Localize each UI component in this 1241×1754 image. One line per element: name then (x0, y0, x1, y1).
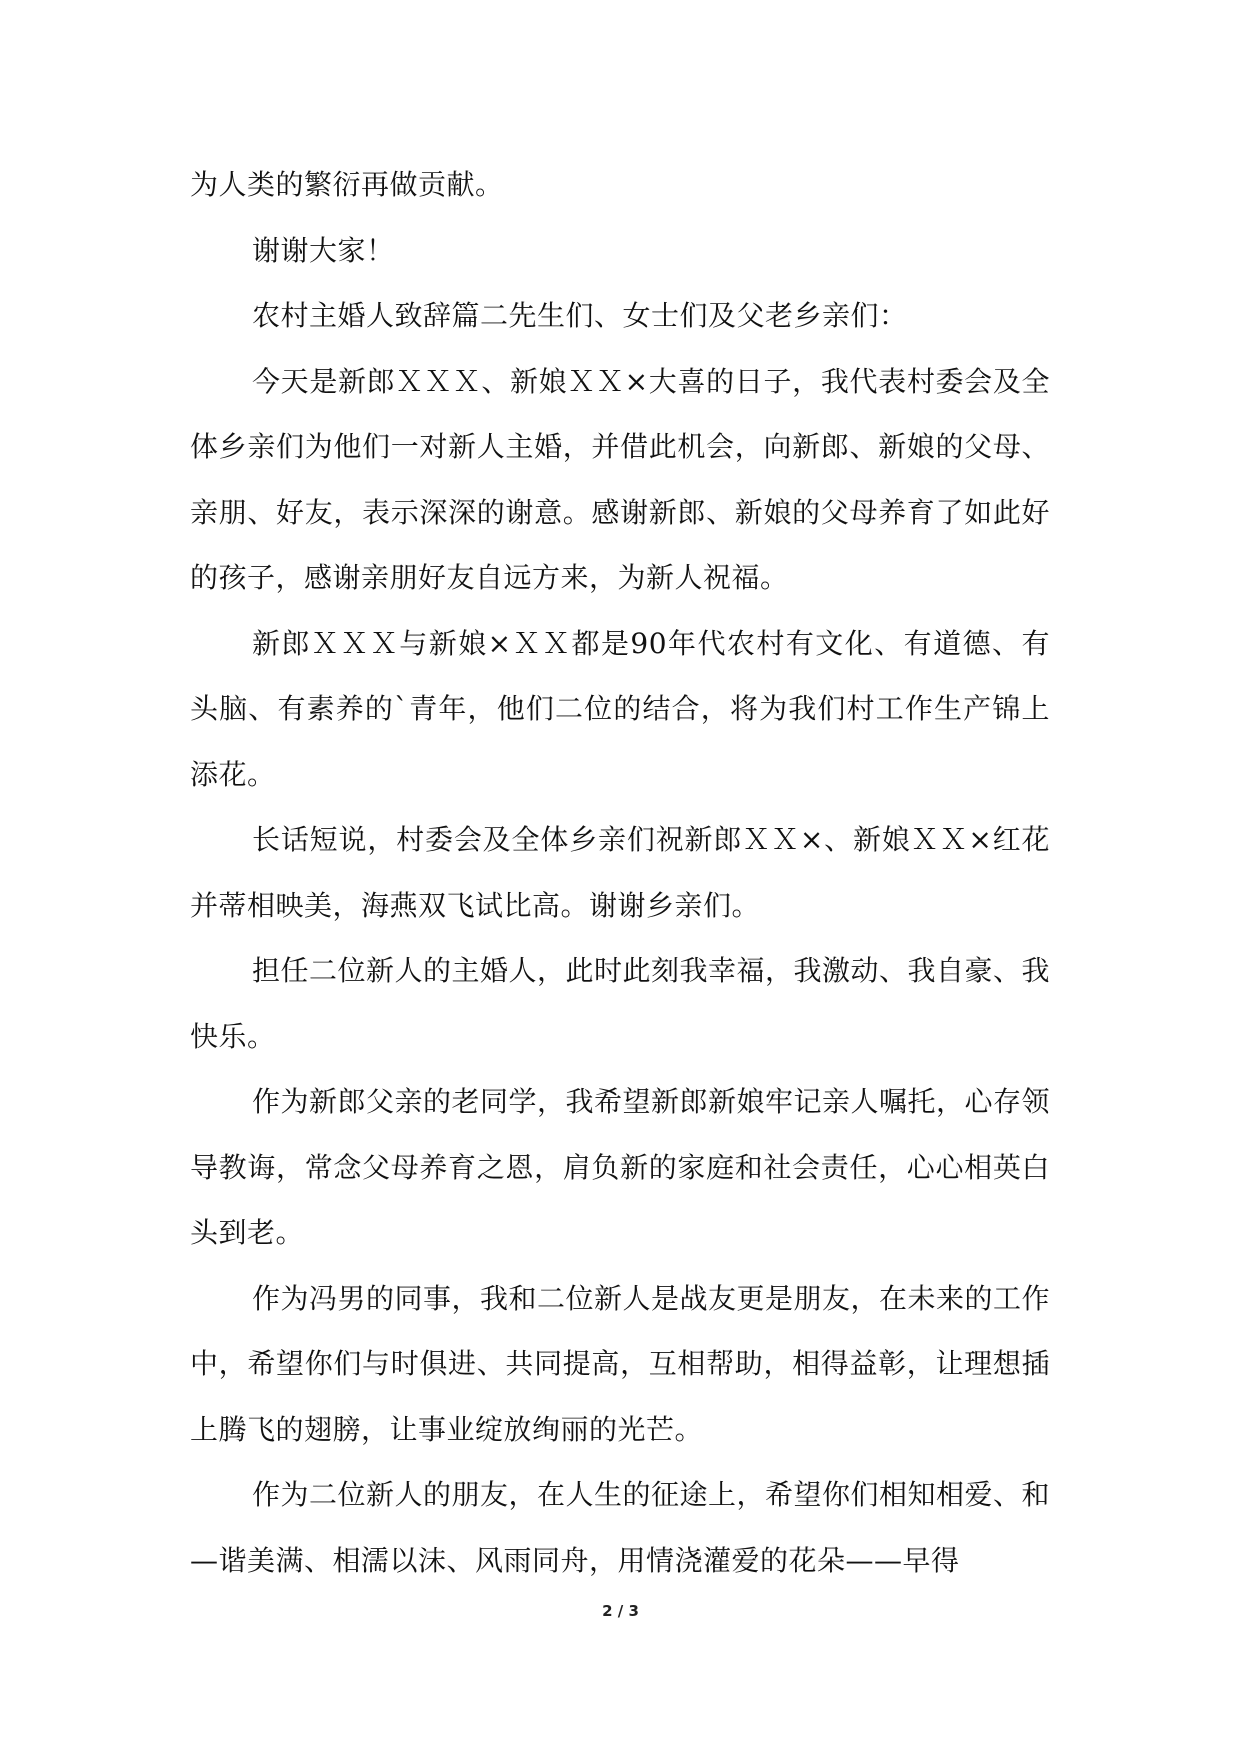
paragraph-as-colleague: 作为冯男的同事，我和二位新人是战友更是朋友，在未来的工作中，希望你们与时俱进、共同提高，互相帮助，相得益彰，让理想插上腾飞的翅膀，让事业绽放绚丽的光芒。 (190, 1281, 1051, 1446)
paragraph-as-friend: 作为二位新人的朋友，在人生的征途上，希望你们相知相爱、和—谐美满、相濡以沫、风雨同舟，用情浇灌爱的花朵——早得 (190, 1478, 1051, 1577)
paragraph-officiant-feelings: 担任二位新人的主婚人，此时此刻我幸福，我激动、我自豪、我快乐。 (190, 954, 1051, 1053)
paragraph-couple-intro: 新郎ＸＸＸ与新娘×ＸＸ都是90年代农村有文化、有道德、有头脑、有素养的`青年，他们二位的结合，将为我们村工作生产锦上添花。 (190, 626, 1050, 791)
paragraph-opening: 今天是新郎ＸＸＸ、新娘ＸＸ×大喜的日子，我代表村委会及全体乡亲们为他们一对新人主婚，并借此机会，向新郎、新娘的父母、亲朋、好友，表示深深的谢意。感谢新郎、新娘的父母养育了如此好的孩子，感谢亲朋好友自远方来，为新人祝福。 (190, 364, 1050, 594)
paragraph-section-heading: 农村主婚人致辞篇二先生们、女士们及父老乡亲们： (252, 299, 908, 332)
paragraph-thanks: 谢谢大家！ (252, 233, 395, 267)
page-number: 2 / 3 (602, 1602, 639, 1620)
paragraph-continuation: 为人类的繁衍再做贡献。 (190, 168, 504, 201)
paragraph-blessing: 长话短说，村委会及全体乡亲们祝新郎ＸＸ×、新娘ＸＸ×红花并蒂相映美，海燕双飞试比高。谢谢乡亲们。 (190, 823, 1050, 922)
document-body (190, 152, 1050, 1593)
paragraph-as-classmate: 作为新郎父亲的老同学，我希望新郎新娘牢记亲人嘱托，心存领导教诲，常念父母养育之恩，肩负新的家庭和社会责任，心心相英白头到老。 (190, 1085, 1051, 1249)
